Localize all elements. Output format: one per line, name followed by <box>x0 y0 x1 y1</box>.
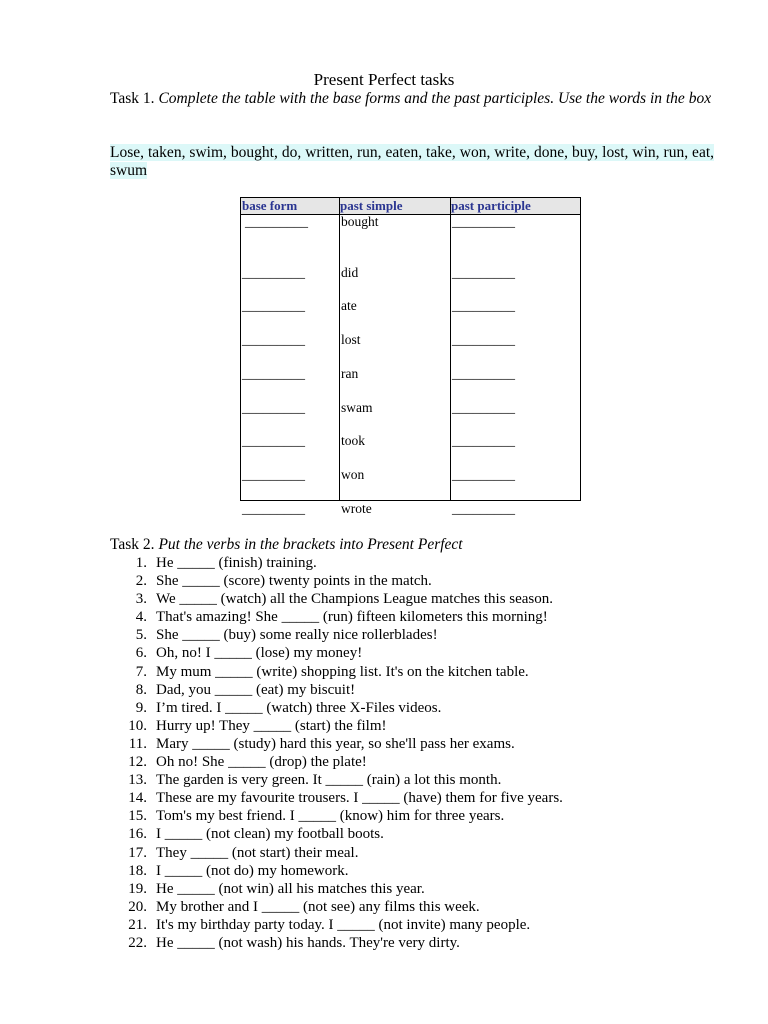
exercise-number: 14. <box>128 790 147 807</box>
base-form-blank: _________ <box>242 434 305 450</box>
exercise-text: Oh, no! I _____ (lose) my money! <box>156 645 363 662</box>
base-form-blank: _________ <box>245 215 308 230</box>
exercise-item <box>110 844 740 862</box>
base-form-blank: _________ <box>242 366 305 382</box>
exercise-text: That's amazing! She _____ (run) fifteen kilometers this morning! <box>156 609 548 626</box>
verb-table <box>240 197 581 517</box>
table-header <box>241 198 580 215</box>
exercise-text: We _____ (watch) all the Champions League matches this season. <box>156 591 554 608</box>
table-row <box>241 282 580 316</box>
exercise-item <box>110 699 740 717</box>
exercise-text: Hurry up! They _____ (start) the film! <box>156 717 387 734</box>
exercise-text: My brother and I _____ (not see) any films this week. <box>156 898 480 915</box>
task2-heading <box>110 536 463 554</box>
exercise-text: Tom's my best friend. I _____ (know) him for three years. <box>156 808 505 825</box>
task1-heading <box>110 90 720 108</box>
word-box-text: Lose, taken, swim, bought, do, written, run, eaten, take, won, write, done, buy, lost, win, run, eat, swum <box>110 144 714 179</box>
table-row <box>241 384 580 418</box>
past-participle-blank: _________ <box>452 333 515 349</box>
past-participle-blank: _________ <box>452 434 515 450</box>
exercise-number: 2. <box>135 573 147 590</box>
past-participle-blank: _________ <box>452 265 515 281</box>
exercise-number: 18. <box>128 862 147 879</box>
exercise-number: 11. <box>128 735 147 752</box>
past-participle-blank: _________ <box>452 501 515 517</box>
exercise-item <box>110 590 740 608</box>
exercise-text: These are my favourite trousers. I _____ (have) them for five years. <box>156 790 563 807</box>
exercise-text: He _____ (not wash) his hands. They're very dirty. <box>156 934 460 951</box>
exercise-item <box>110 735 740 753</box>
exercise-item <box>110 608 740 626</box>
past-simple-cell: won <box>341 466 365 482</box>
exercise-item <box>110 644 740 662</box>
header-base-form: base form <box>242 198 298 213</box>
table-row <box>241 249 580 283</box>
exercise-number: 21. <box>128 916 147 933</box>
table-row <box>241 417 580 451</box>
exercise-item <box>110 717 740 735</box>
past-simple-cell: lost <box>341 332 361 348</box>
exercise-item <box>110 663 740 681</box>
past-simple-cell: wrote <box>341 500 372 516</box>
exercise-item <box>110 789 740 807</box>
past-simple-cell: ate <box>341 298 357 314</box>
exercise-text: She _____ (score) twenty points in the match. <box>156 573 432 590</box>
exercise-item <box>110 825 740 843</box>
base-form-blank: _________ <box>242 333 305 349</box>
header-past-participle: past participle <box>451 198 531 213</box>
exercise-text: He _____ (not win) all his matches this year. <box>156 880 425 897</box>
page-title: Present Perfect tasks <box>313 70 455 89</box>
task1-instruction: Complete the table with the base forms and the past participles. Use the words in the box <box>158 90 712 107</box>
past-simple-cell: ran <box>341 365 359 381</box>
exercise-item <box>110 880 740 898</box>
exercise-text: She _____ (buy) some really nice rollerblades! <box>156 627 438 644</box>
exercise-number: 15. <box>128 808 147 825</box>
exercise-number: 13. <box>128 772 147 789</box>
exercise-number: 3. <box>135 591 147 608</box>
past-simple-cell: did <box>341 264 359 280</box>
table-row <box>241 215 580 249</box>
past-participle-blank: _________ <box>452 299 515 315</box>
past-simple-cell: bought <box>341 214 379 229</box>
exercise-number: 12. <box>128 754 147 771</box>
exercise-item <box>110 554 740 572</box>
past-participle-blank: _________ <box>452 400 515 416</box>
past-simple-cell: swam <box>341 399 373 415</box>
exercise-number: 16. <box>128 826 147 843</box>
exercise-number: 17. <box>128 844 147 861</box>
exercise-number: 1. <box>135 555 147 571</box>
table-row <box>241 451 580 485</box>
exercise-list <box>110 554 740 952</box>
exercise-item <box>110 771 740 789</box>
exercise-text: I _____ (not clean) my football boots. <box>156 826 384 843</box>
exercise-text: My mum _____ (write) shopping list. It's on the kitchen table. <box>156 663 529 680</box>
exercise-number: 9. <box>135 699 147 716</box>
past-participle-blank: _________ <box>452 366 515 382</box>
past-simple-cell: took <box>341 433 366 449</box>
exercise-number: 19. <box>128 880 147 897</box>
exercise-item <box>110 862 740 880</box>
table-row <box>241 485 580 519</box>
task2-label: Task 2. <box>110 536 155 553</box>
exercise-text: They _____ (not start) their meal. <box>156 844 359 861</box>
exercise-number: 6. <box>135 645 147 662</box>
exercise-number: 5. <box>135 627 147 644</box>
table-row <box>241 350 580 384</box>
table-row <box>241 316 580 350</box>
base-form-blank: _________ <box>242 467 305 483</box>
past-participle-blank: _________ <box>452 467 515 483</box>
exercise-text: Mary _____ (study) hard this year, so she'll pass her exams. <box>156 735 515 752</box>
task2-instruction: Put the verbs in the brackets into Present Perfect <box>158 536 463 553</box>
base-form-blank: _________ <box>242 265 305 281</box>
exercise-text: Dad, you _____ (eat) my biscuit! <box>156 681 356 698</box>
exercise-number: 4. <box>135 609 147 626</box>
base-form-blank: _________ <box>242 299 305 315</box>
base-form-blank: _________ <box>242 400 305 416</box>
base-form-blank: _________ <box>242 501 305 517</box>
exercise-number: 20. <box>128 898 147 915</box>
exercise-item <box>110 898 740 916</box>
exercise-text: I _____ (not do) my homework. <box>156 862 349 879</box>
exercise-number: 22. <box>128 934 147 951</box>
exercise-text: The garden is very green. It _____ (rain) a lot this month. <box>156 772 502 789</box>
exercise-item <box>110 753 740 771</box>
exercise-text: I’m tired. I _____ (watch) three X-Files videos. <box>156 699 442 716</box>
exercise-item <box>110 916 740 934</box>
exercise-text: It's my birthday party today. I _____ (not invite) many people. <box>156 916 531 933</box>
exercise-number: 8. <box>135 681 147 698</box>
past-participle-blank: _________ <box>452 215 515 230</box>
exercise-number: 7. <box>135 663 147 680</box>
exercise-item <box>110 572 740 590</box>
exercise-number: 10. <box>128 717 147 734</box>
header-past-simple: past simple <box>340 198 403 213</box>
exercise-text: He _____ (finish) training. <box>156 555 317 571</box>
exercise-item <box>110 681 740 699</box>
exercise-text: Oh no! She _____ (drop) the plate! <box>156 754 367 771</box>
exercise-item <box>110 934 740 952</box>
word-box <box>110 144 714 180</box>
task1-label: Task 1. <box>110 90 155 107</box>
exercise-item <box>110 807 740 825</box>
exercise-item <box>110 626 740 644</box>
